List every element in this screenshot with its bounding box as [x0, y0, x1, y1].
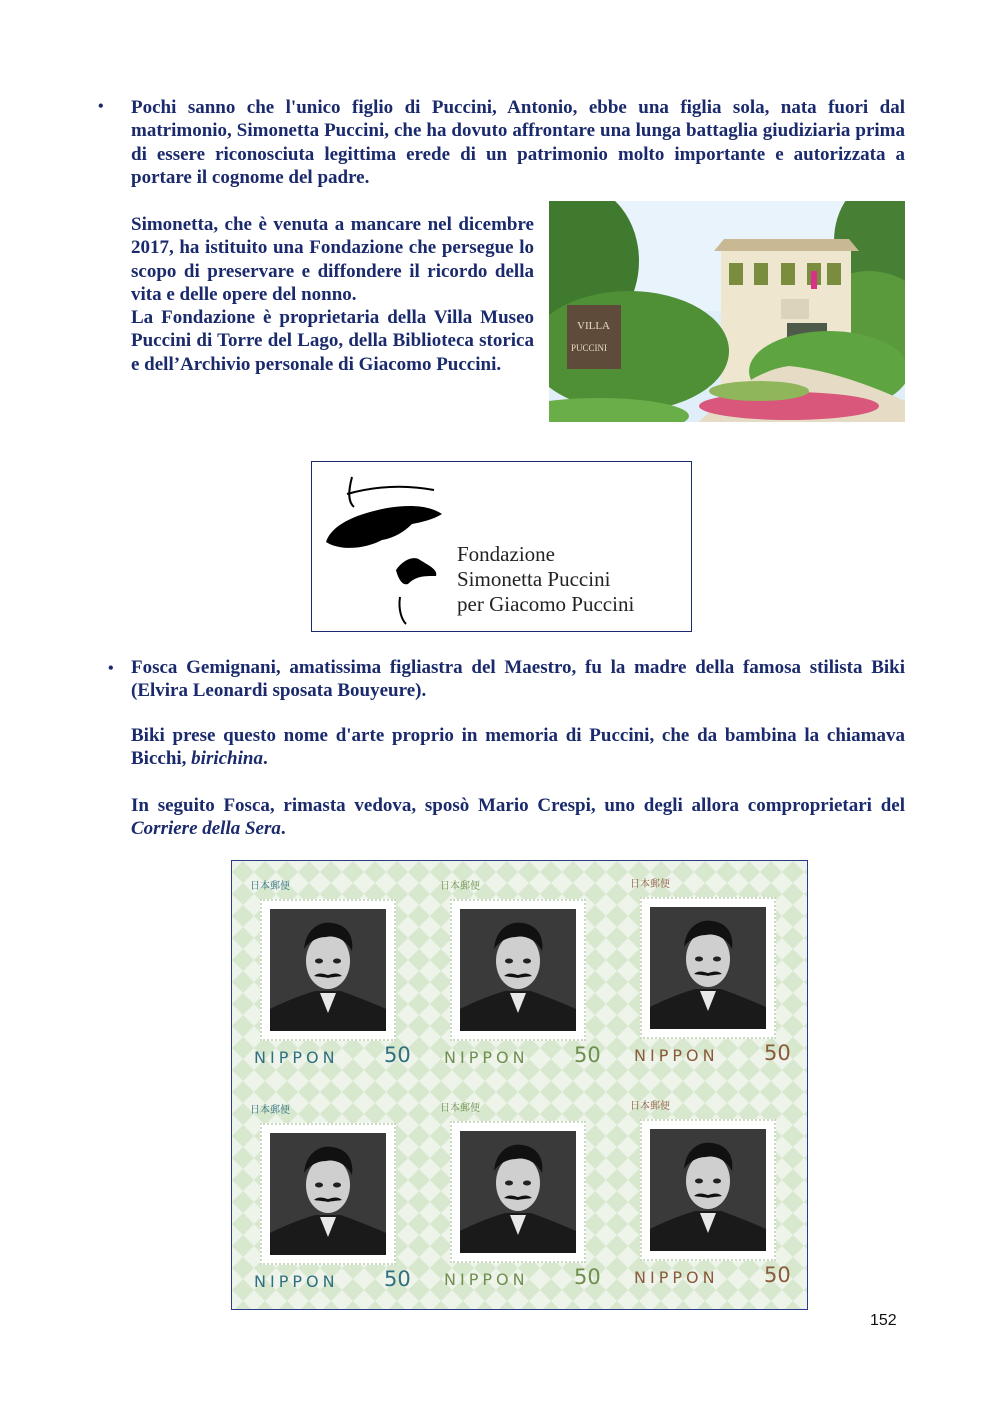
villa-illustration	[549, 201, 905, 422]
stamp-country: NIPPON	[254, 1048, 339, 1067]
biki-text: Biki prese questo nome d'arte proprio in memoria di Puccini, che da bambina la chiamava Bicchi,	[131, 725, 905, 770]
corriere-italic: Corriere della Sera	[131, 818, 281, 840]
puccini-stamp	[620, 1091, 804, 1303]
stamp-value: 50	[764, 1263, 791, 1287]
puccini-silhouette-icon	[312, 462, 452, 627]
logo-line-3: per Giacomo Puccini	[457, 592, 635, 616]
paragraph-fondazione: La Fondazione è proprietaria della Villa Museo Puccini di Torre del Lago, della Biblioteca storica e dell’Archivio personale di Giacomo Puccini.	[131, 307, 534, 375]
stamp-kanji: 日本郵便	[250, 1105, 290, 1116]
stamp-frame	[640, 897, 776, 1039]
villa-museo-photo	[549, 201, 905, 422]
bullet-1: •	[98, 98, 104, 115]
stamp-country: NIPPON	[254, 1272, 339, 1291]
stamp-value: 50	[384, 1043, 411, 1067]
stamp-value: 50	[764, 1041, 791, 1065]
puccini-stamp	[240, 1095, 424, 1307]
fondazione-logo	[311, 461, 692, 632]
paragraph-biki	[131, 724, 905, 771]
paragraph-crespi	[131, 794, 905, 841]
stamp-country: NIPPON	[444, 1270, 529, 1289]
stamp-frame	[260, 899, 396, 1041]
paragraph-simonetta: Simonetta, che è venuta a mancare nel dicembre 2017, ha istituito una Fondazione che persegue lo scopo di preservare e diffondere il ricordo della vita e delle opere del nonno.	[131, 214, 534, 305]
page-number: 152	[870, 1312, 897, 1329]
puccini-stamp	[240, 871, 424, 1083]
bullet-2: •	[108, 660, 114, 677]
logo-line-2: Simonetta Puccini	[457, 567, 611, 591]
biki-end: .	[262, 748, 268, 770]
puccini-portrait-icon	[650, 1129, 766, 1251]
logo-line-1: Fondazione	[457, 542, 555, 566]
stamp-kanji: 日本郵便	[440, 1103, 480, 1114]
stamp-frame	[450, 1121, 586, 1263]
stamp-value: 50	[574, 1043, 601, 1067]
stamp-value: 50	[574, 1265, 601, 1289]
stamp-frame	[260, 1123, 396, 1265]
puccini-portrait-icon	[270, 1133, 386, 1255]
birichina-italic: birichina	[191, 748, 263, 770]
stamp-frame	[640, 1119, 776, 1261]
stamp-sheet	[231, 860, 808, 1310]
crespi-text: In seguito Fosca, rimasta vedova, sposò Mario Crespi, uno degli allora comproprietari del	[131, 795, 905, 816]
villa-sign-text: VILLA	[577, 320, 610, 332]
puccini-portrait-icon	[460, 1131, 576, 1253]
stamp-country: NIPPON	[444, 1048, 529, 1067]
puccini-stamp	[430, 1093, 614, 1305]
puccini-portrait-icon	[650, 907, 766, 1029]
villa-sign-text-2: PUCCINI	[571, 343, 608, 353]
stamp-kanji: 日本郵便	[630, 1101, 670, 1112]
puccini-portrait-icon	[460, 909, 576, 1031]
paragraph-puccini-granddaughter: Pochi sanno che l'unico figlio di Puccini, Antonio, ebbe una figlia sola, nata fuori dal matrimonio, Simonetta Puccini, che ha dovuto affrontare una lunga battaglia giudiziaria prima di essere riconosciuta legittima erede di un patrimonio molto importante e autorizzata a portare il cognome del padre.	[131, 97, 905, 188]
puccini-stamp	[620, 869, 804, 1081]
stamp-kanji: 日本郵便	[630, 879, 670, 890]
stamp-frame	[450, 899, 586, 1041]
stamp-kanji: 日本郵便	[440, 881, 480, 892]
paragraph-fosca: Fosca Gemignani, amatissima figliastra del Maestro, fu la madre della famosa stilista Biki (Elvira Leonardi sposata Bouyeure).	[131, 657, 905, 702]
crespi-end: .	[280, 818, 286, 840]
logo-title	[457, 542, 634, 617]
stamp-value: 50	[384, 1267, 411, 1291]
stamp-country: NIPPON	[634, 1268, 719, 1287]
stamp-kanji: 日本郵便	[250, 881, 290, 892]
stamp-country: NIPPON	[634, 1046, 719, 1065]
puccini-portrait-icon	[270, 909, 386, 1031]
puccini-stamp	[430, 871, 614, 1083]
